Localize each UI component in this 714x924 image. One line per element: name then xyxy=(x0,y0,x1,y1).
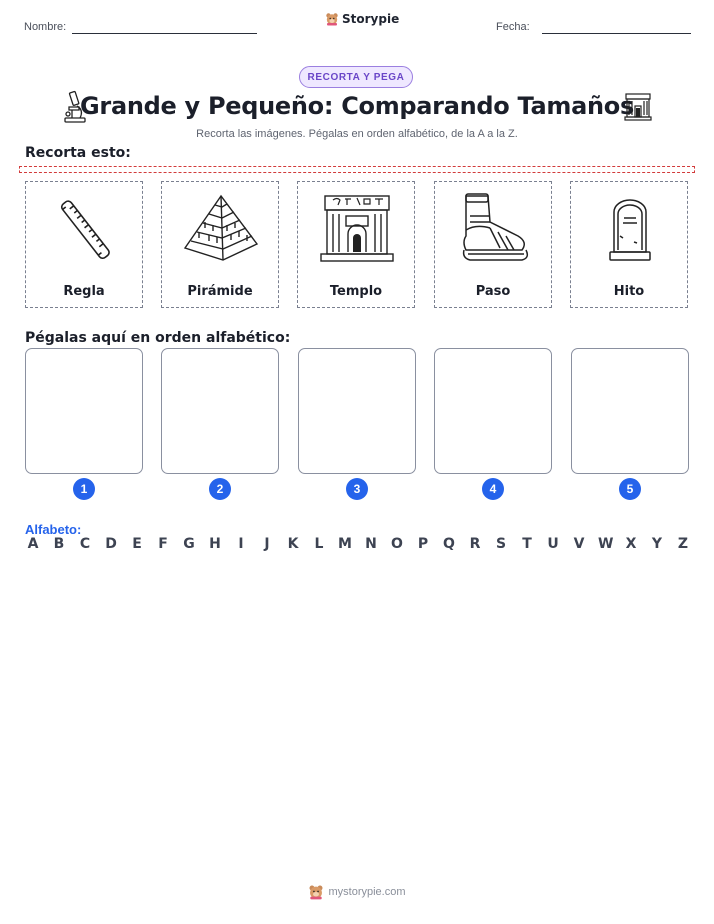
letter: N xyxy=(365,536,377,552)
alphabet-row xyxy=(26,536,690,552)
letter: W xyxy=(598,536,614,552)
letter: H xyxy=(209,536,221,552)
cut-heading: Recorta esto: xyxy=(25,145,131,161)
card-label: Templo xyxy=(329,284,383,299)
brand-name: Storypie xyxy=(342,12,400,26)
letter: O xyxy=(391,536,403,552)
milestone-icon xyxy=(590,190,670,270)
letter: T xyxy=(522,536,532,552)
slot-number-badge: 3 xyxy=(346,478,368,500)
cut-card-sandal[interactable] xyxy=(434,181,552,308)
letter: B xyxy=(53,536,65,552)
letter: V xyxy=(573,536,585,552)
letter: Q xyxy=(443,536,455,552)
cut-card-temple[interactable] xyxy=(297,181,415,308)
paste-slot-1[interactable] xyxy=(25,348,143,474)
card-label: Paso xyxy=(475,284,511,299)
date-field[interactable] xyxy=(542,33,691,34)
letter: Z xyxy=(677,536,689,552)
footer xyxy=(0,884,714,900)
letter: A xyxy=(27,536,39,552)
letter: I xyxy=(238,536,244,552)
letter: R xyxy=(469,536,481,552)
letter: K xyxy=(287,536,299,552)
paste-slot-5[interactable] xyxy=(571,348,689,474)
slot-number-badge: 2 xyxy=(209,478,231,500)
letter: L xyxy=(314,536,324,552)
page-title: Grande y Pequeño: Comparando Tamaños xyxy=(80,92,634,120)
instructions: Recorta las imágenes. Pégalas en orden alfabético, de la A a la Z. xyxy=(196,128,518,140)
letter: C xyxy=(79,536,91,552)
letter: M xyxy=(338,536,352,552)
temple-icon xyxy=(317,190,397,270)
card-label: Hito xyxy=(613,284,645,299)
paste-slot-3[interactable] xyxy=(298,348,416,474)
card-label: Regla xyxy=(63,284,105,299)
letter: E xyxy=(132,536,142,552)
letter: S xyxy=(495,536,507,552)
name-field[interactable] xyxy=(72,33,257,34)
letter: G xyxy=(183,536,195,552)
letter: D xyxy=(105,536,117,552)
slot-number-badge: 4 xyxy=(482,478,504,500)
temple-small-icon xyxy=(624,92,652,122)
paste-slot-2[interactable] xyxy=(161,348,279,474)
letter: J xyxy=(264,536,270,552)
alphabet-title: Alfabeto: xyxy=(25,522,82,537)
slot-number-badge: 5 xyxy=(619,478,641,500)
bear-icon xyxy=(308,884,324,900)
paste-heading: Pégalas aquí en orden alfabético: xyxy=(25,330,291,346)
letter: Y xyxy=(651,536,663,552)
bear-icon xyxy=(325,12,339,26)
cut-line xyxy=(19,166,695,173)
name-label: Nombre: xyxy=(24,21,67,33)
cut-card-pyramid[interactable] xyxy=(161,181,279,308)
cut-card-milestone[interactable] xyxy=(570,181,688,308)
letter: F xyxy=(158,536,168,552)
letter: P xyxy=(417,536,429,552)
footer-url[interactable]: mystorypie.com xyxy=(328,886,406,898)
sandal-icon xyxy=(454,190,534,270)
letter: U xyxy=(547,536,559,552)
pyramid-icon xyxy=(181,190,261,270)
cut-card-ruler[interactable] xyxy=(25,181,143,308)
slot-number-badge: 1 xyxy=(73,478,95,500)
date-label: Fecha: xyxy=(496,21,530,33)
card-label: Pirámide xyxy=(187,284,253,299)
activity-badge: RECORTA Y PEGA xyxy=(299,66,413,88)
paste-slot-4[interactable] xyxy=(434,348,552,474)
letter: X xyxy=(625,536,637,552)
brand-logo xyxy=(325,12,399,26)
ruler-icon xyxy=(45,190,125,270)
